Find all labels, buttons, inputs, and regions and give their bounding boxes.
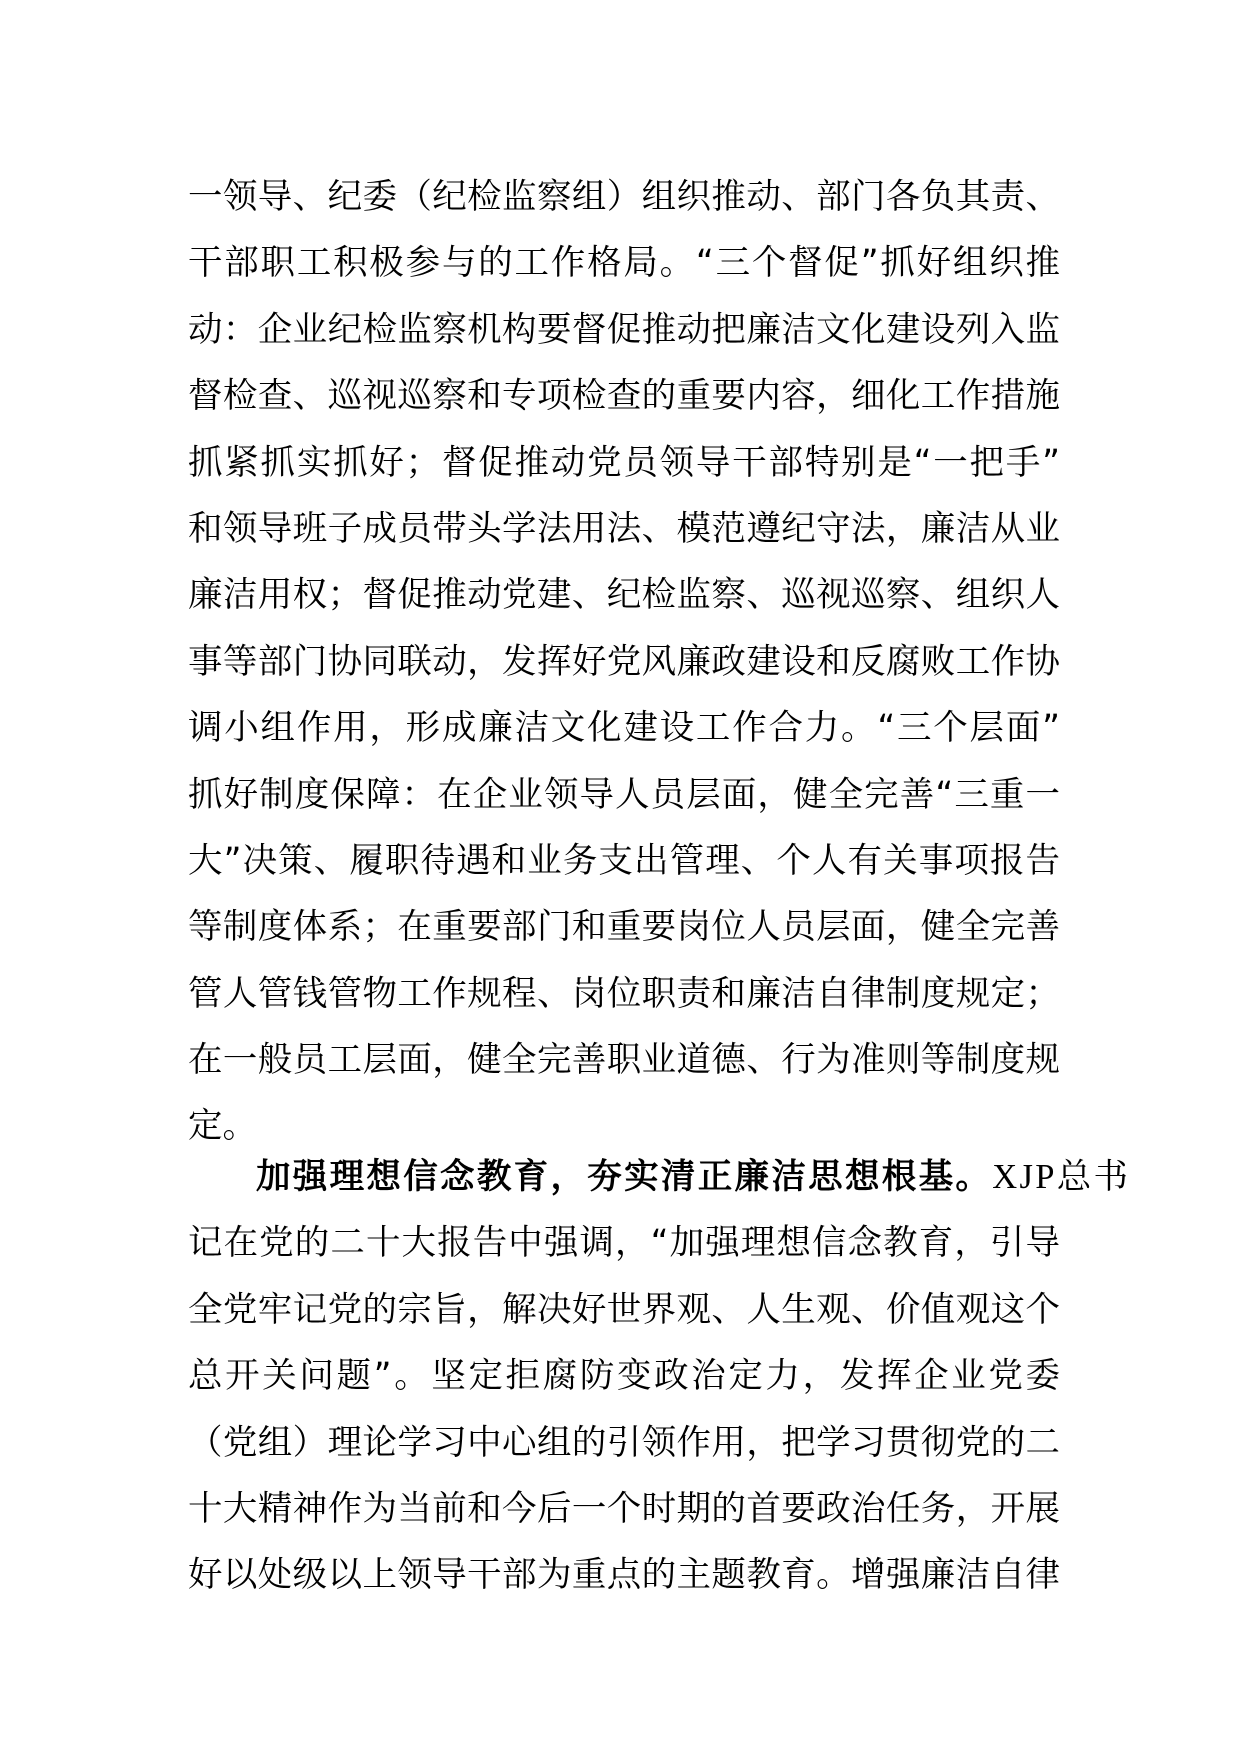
- text-line: 在一般员工层面，健全完善职业道德、行为准则等制度规: [188, 1040, 1060, 1081]
- text-line: 廉洁用权；督促推动党建、纪检监察、巡视巡察、组织人: [188, 575, 1060, 616]
- text-line: 大”决策、履职待遇和业务支出管理、个人有关事项报告: [188, 840, 1060, 881]
- text-line: 一领导、纪委（纪检监察组）组织推动、部门各负其责、: [188, 177, 1060, 217]
- text-line: 记在党的二十大报告中强调，“加强理想信念教育，引导: [188, 1223, 1060, 1264]
- paragraph-continued: [188, 164, 1060, 1160]
- text-line: 抓好制度保障：在企业领导人员层面，健全完善“三重一: [188, 774, 1060, 815]
- paragraph-heading: 加强理想信念教育，夯实清正廉洁思想根基。: [256, 1157, 993, 1197]
- text-line: 十大精神作为当前和今后一个时期的首要政治任务，开展: [188, 1488, 1060, 1529]
- text-line: 动：企业纪检监察机构要督促推动把廉洁文化建设列入监: [188, 309, 1060, 350]
- text-line: 干部职工积极参与的工作格局。“三个督促”抓好组织推: [188, 243, 1060, 284]
- text-fragment: 总书: [1056, 1157, 1131, 1197]
- paragraph-ideals-education: [188, 1144, 1131, 1609]
- text-line: （党组）理论学习中心组的引领作用，把学习贯彻党的二: [188, 1422, 1060, 1463]
- text-line: 抓紧抓实抓好；督促推动党员领导干部特别是“一把手”: [188, 442, 1060, 483]
- paragraph-first-line: [188, 1144, 1131, 1210]
- text-line: 和领导班子成员带头学法用法、模范遵纪守法，廉洁从业: [188, 508, 1060, 549]
- text-line: 全党牢记党的宗旨，解决好世界观、人生观、价值观这个: [188, 1289, 1060, 1330]
- text-line: 事等部门协同联动，发挥好党风廉政建设和反腐败工作协: [188, 641, 1060, 682]
- text-line: 定。: [188, 1106, 257, 1147]
- text-line: 督检查、巡视巡察和专项检查的重要内容，细化工作措施: [188, 376, 1060, 417]
- text-line: 调小组作用，形成廉洁文化建设工作合力。“三个层面”: [188, 708, 1060, 749]
- text-line: 总开关问题”。坚定拒腐防变政治定力，发挥企业党委: [188, 1356, 1060, 1397]
- text-line: 等制度体系；在重要部门和重要岗位人员层面，健全完善: [188, 907, 1060, 948]
- text-line: 好以处级以上领导干部为重点的主题教育。增强廉洁自律: [188, 1555, 1060, 1596]
- text-line: 管人管钱管物工作规程、岗位职责和廉洁自律制度规定；: [188, 973, 1060, 1014]
- abbreviation-text: XJP: [992, 1158, 1057, 1196]
